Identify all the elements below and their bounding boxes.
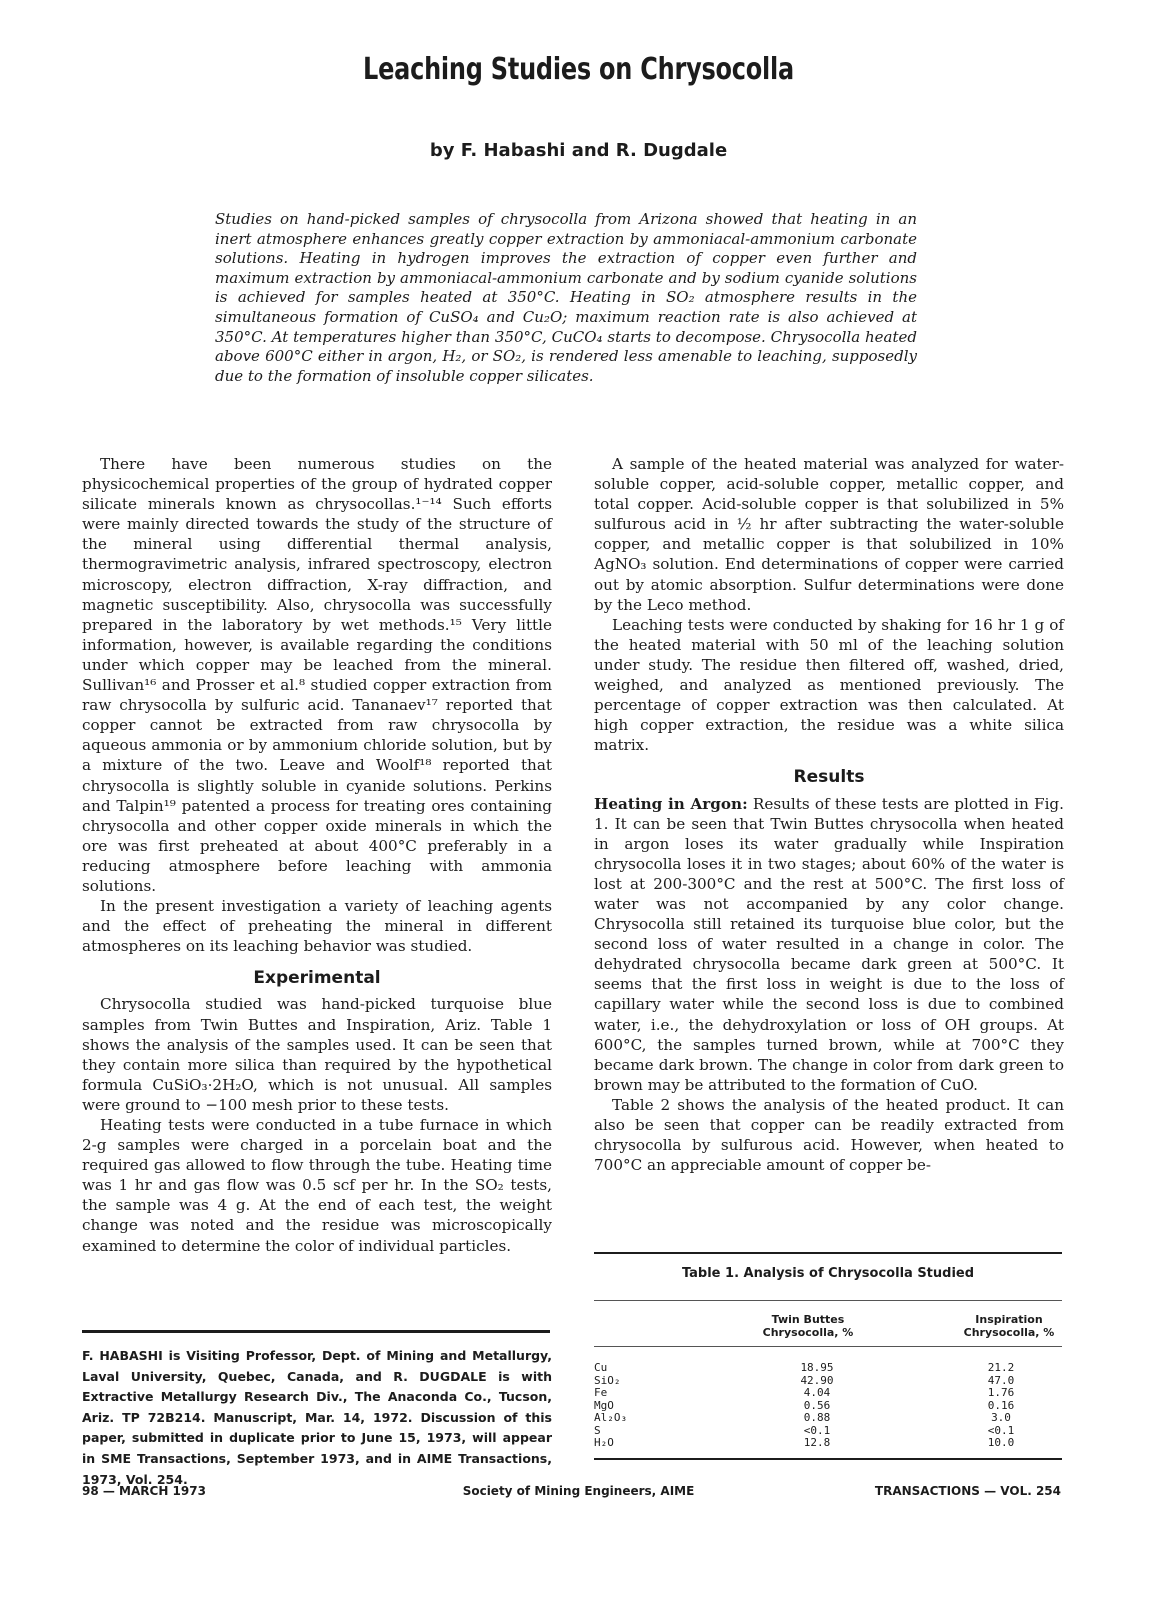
table-cell-inspiration: 3.0 bbox=[991, 1411, 1011, 1424]
table-row bbox=[594, 1387, 1062, 1400]
table-header-rule bbox=[594, 1300, 1062, 1301]
author-footnote: F. HABASHI is Visiting Professor, Dept. of Mining and Metallurgy, Laval University, Quebec, Canada, and R. DUGDALE is with Extractive Metallurgy Research Div., The Anaconda Co., Tucson, Ariz. TP 72B214. Manuscript, Mar. 14, 1972. Discussion of this paper, submitted in duplicate prior to June 15, 1973, will appear in SME Transactions, September 1973, and in AIME Transactions, 1973, Vol. 254. bbox=[82, 1348, 552, 1487]
table-cell-inspiration: 10.0 bbox=[987, 1436, 1015, 1449]
results-runin-heading: Heating in Argon: bbox=[594, 794, 748, 813]
table-row-label: S bbox=[594, 1423, 601, 1437]
results-paragraph-1-text: Results of these tests are plotted in Fig. 1. It can be seen that Twin Buttes chrysocolla when heated in argon loses its water gradually while Inspiration chrysocolla loses it in two stages; about 60% of the water is lost at 200-300°C and the rest at 500°C. The first loss of water was not accompanied by any color change. Chrysocolla still retained its turquoise blue color, but the second loss of water resulted in a change in color. The dehydrated chrysocolla became dark green at 500°C. It seems that the first loss in weight is due to the loss of capillary water while the second loss is due to combined water, i.e., the dehydroxylation or loss of OH groups. At 600°C, the samples turned brown, while at 700°C they became dark brown. The change in color from dark green to brown may be attributed to the formation of CuO. bbox=[594, 794, 1064, 1094]
table-body bbox=[594, 1362, 1062, 1450]
intro-paragraph-1: There have been numerous studies on the physicochemical properties of the group of hydrated copper silicate minerals known as chrysocollas.¹⁻¹⁴ Such efforts were mainly directed towards the study of the structure of the mineral using differential thermal analysis, thermogravimetric analysis, infrared spectroscopy, electron microscopy, electron diffraction, X-ray diffraction, and magnetic susceptibility. Also, chrysocolla was successfully prepared in the laboratory by wet methods.¹⁵ Very little information, however, is available regarding the conditions under which copper may be leached from the mineral. Sullivan¹⁶ and Prosser et al.⁸ studied copper extraction from raw chrysocolla by sulfuric acid. Tananaev¹⁷ reported that copper cannot be extracted from raw chrysocolla by aqueous ammonia or by ammonium chloride solution, but by a mixture of the two. Leave and Woolf¹⁸ reported that chrysocolla is slightly soluble in cyanide solutions. Perkins and Talpin¹⁹ patented a process for treating ores containing chrysocolla and other copper oxide minerals in which the ore was first preheated at about 400°C preferably in a reducing atmosphere before leaching with ammonia solutions. bbox=[82, 455, 552, 895]
table-cell-twin: 4.04 bbox=[803, 1386, 831, 1399]
intro-paragraph-2: In the present investigation a variety of leaching agents and the effect of preheating the mineral in different atmospheres on its leaching behavior was studied. bbox=[82, 897, 552, 956]
table-cell-twin: 18.95 bbox=[800, 1361, 834, 1374]
table-cell-inspiration: 0.16 bbox=[987, 1398, 1015, 1412]
right-column bbox=[594, 454, 1064, 1175]
table-row bbox=[594, 1362, 1062, 1375]
table-row-label: SiO₂ bbox=[594, 1373, 621, 1387]
table-row-label: Cu bbox=[594, 1361, 608, 1374]
table-subheader-rule bbox=[594, 1346, 1062, 1347]
table-cell-inspiration: 21.2 bbox=[987, 1361, 1015, 1374]
table-col-header-inspiration: Inspiration Chrysocolla, % bbox=[963, 1313, 1055, 1339]
table-cell-inspiration: <0.1 bbox=[987, 1423, 1015, 1437]
table-caption: Table 1. Analysis of Chrysocolla Studied bbox=[681, 1266, 975, 1281]
table-row bbox=[594, 1437, 1062, 1450]
experimental-heading: Experimental bbox=[253, 968, 381, 989]
table-cell-twin: 0.56 bbox=[803, 1398, 831, 1412]
abstract: Studies on hand-picked samples of chrysocolla from Arizona showed that heating in an inert atmosphere enhances greatly copper extraction by ammoniacal-ammonium carbonate solutions. Heating in hydrogen improves the extraction of copper even further and maximum extraction by ammoniacal-ammonium carbonate and by sodium cyanide solutions is achieved for samples heated at 350°C. Heating in SO₂ atmosphere results in the simultaneous formation of CuSO₄ and Cu₂O; maximum reaction rate is also achieved at 350°C. At temperatures higher than 350°C, CuCO₄ starts to decompose. Chrysocolla heated above 600°C either in argon, H₂, or SO₂, is rendered less amenable to leaching, supposedly due to the formation of insoluble copper silicates. bbox=[215, 210, 917, 385]
table-row-label: Fe bbox=[594, 1386, 608, 1399]
left-column bbox=[82, 454, 552, 1256]
table-row-label: Al₂O₃ bbox=[594, 1411, 628, 1424]
footer-journal: TRANSACTIONS — VOL. 254 bbox=[874, 1484, 1061, 1498]
footer-publisher: Society of Mining Engineers, AIME bbox=[462, 1484, 695, 1498]
table-row bbox=[594, 1412, 1062, 1425]
table-col-header-twin-buttes: Twin Buttes Chrysocolla, % bbox=[762, 1313, 854, 1339]
table-cell-twin: 42.90 bbox=[800, 1373, 834, 1387]
experimental-paragraph-1: Chrysocolla studied was hand-picked turquoise blue samples from Twin Buttes and Inspiration, Ariz. Table 1 shows the analysis of the samples used. It can be seen that they contain more silica than required by the hypothetical formula CuSiO₃·2H₂O, which is not unusual. All samples were ground to −100 mesh prior to these tests. bbox=[82, 995, 552, 1114]
footnote-rule bbox=[82, 1330, 550, 1333]
method-paragraph-1: A sample of the heated material was analyzed for water-soluble copper, acid-soluble copper, metallic copper, and total copper. Acid-soluble copper is that solubilized in 5% sulfurous acid in ½ hr after subtracting the water-soluble copper, and metallic copper is that solubilized in 10% AgNO₃ solution. End determinations of copper were carried out by atomic absorption. Sulfur determinations were done by the Leco method. bbox=[594, 455, 1064, 614]
table-cell-twin: <0.1 bbox=[803, 1423, 831, 1437]
table-cell-inspiration: 47.0 bbox=[987, 1373, 1015, 1387]
table-cell-twin: 12.8 bbox=[803, 1436, 831, 1449]
results-heading: Results bbox=[793, 767, 865, 788]
footer-page-date: 98 — MARCH 1973 bbox=[82, 1484, 206, 1498]
author-byline: by F. Habashi and R. Dugdale bbox=[429, 140, 728, 161]
method-paragraph-2: Leaching tests were conducted by shaking for 16 hr 1 g of the heated material with 50 ml of the leaching solution under study. The residue then filtered off, washed, dried, weighed, and analyzed as mentioned previously. The percentage of copper extraction was then calculated. At high copper extraction, the residue was a white silica matrix. bbox=[594, 615, 1064, 755]
experimental-paragraph-2: Heating tests were conducted in a tube furnace in which 2-g samples were charged in a porcelain boat and the required gas allowed to flow through the tube. Heating time was 1 hr and gas flow was 0.5 scf per hr. In the SO₂ tests, the sample was 4 g. At the end of each test, the weight change was noted and the residue was microscopically examined to determine the color of individual particles. bbox=[82, 1116, 552, 1255]
table-cell-twin: 0.88 bbox=[803, 1411, 831, 1424]
table-row-label: MgO bbox=[594, 1398, 614, 1412]
table-cell-inspiration: 1.76 bbox=[987, 1386, 1015, 1399]
table-bottom-rule bbox=[594, 1458, 1062, 1460]
table-row-label: H₂O bbox=[594, 1436, 614, 1449]
table-top-rule bbox=[594, 1252, 1062, 1254]
results-paragraph-1 bbox=[594, 794, 1064, 1095]
results-paragraph-2: Table 2 shows the analysis of the heated product. It can also be seen that copper can be readily extracted from chrysocolla by sulfurous acid. However, when heated to 700°C an appreciable amount of copper be- bbox=[594, 1095, 1064, 1175]
paper-title: Leaching Studies on Chrysocolla bbox=[363, 52, 794, 87]
